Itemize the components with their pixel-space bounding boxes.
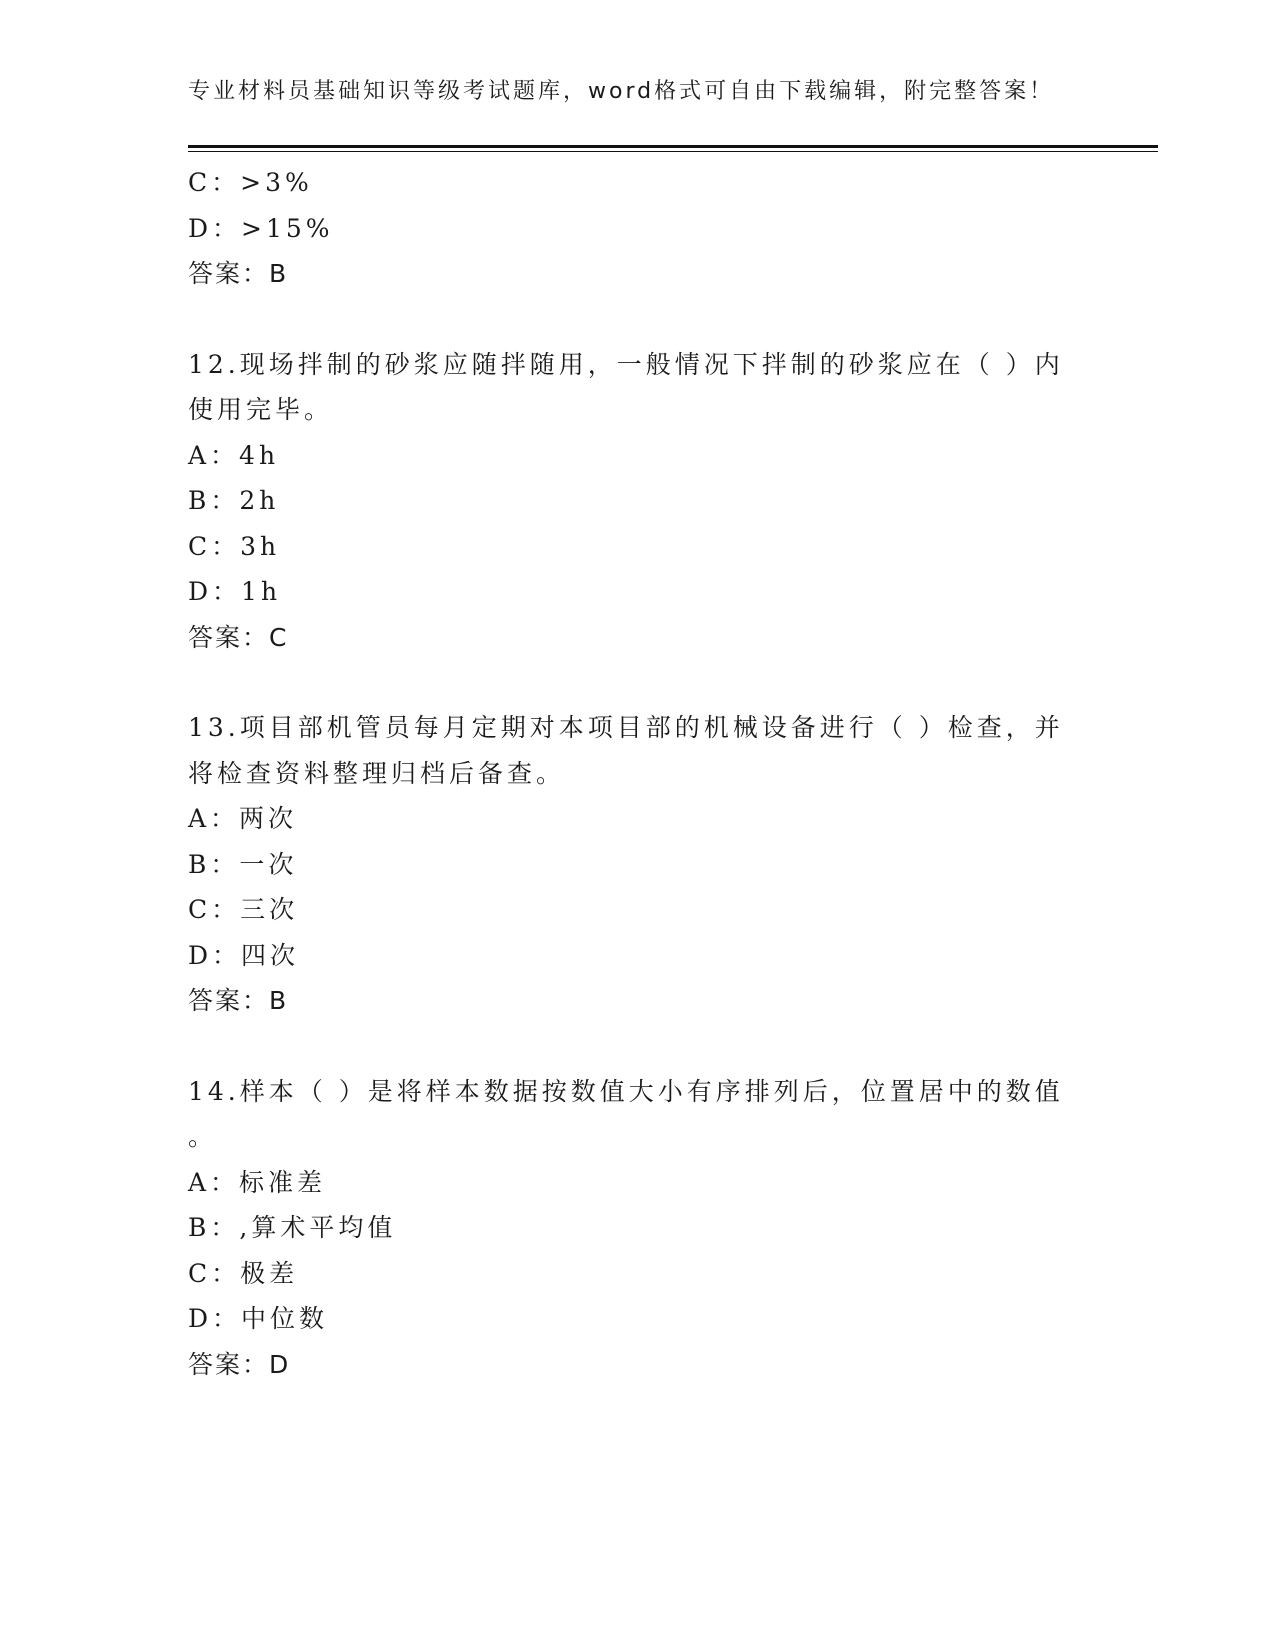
option-d: D：>15% (188, 213, 334, 243)
question-14 (188, 1069, 1068, 1388)
header-rule-thick (188, 145, 1158, 148)
option-c: C：极差 (188, 1258, 299, 1288)
question-stem-line: 使用完毕。 (188, 395, 334, 424)
answer-line: 答案：D (188, 1349, 291, 1379)
option-c: C：3h (188, 531, 281, 561)
answer-line: 答案：B (188, 259, 289, 288)
question-stem-line: 12.现场拌制的砂浆应随拌随用，一般情况下拌制的砂浆应在（ ）内 (188, 349, 1064, 379)
option-d: D：中位数 (188, 1304, 329, 1333)
page-header: 专业材料员基础知识等级考试题库，word格式可自由下载编辑，附完整答案！ (188, 79, 1055, 104)
question-stem-line: 。 (188, 1122, 218, 1151)
option-a: A：标准差 (188, 1167, 327, 1197)
question-stem-line: 14.样本（ ）是将样本数据按数值大小有序排列后，位置居中的数值 (188, 1076, 1064, 1106)
option-a: A：4h (188, 440, 280, 470)
option-d: D：四次 (188, 940, 300, 970)
option-c: C：三次 (188, 895, 299, 924)
question-12 (188, 342, 1068, 661)
option-c: C：>3% (188, 168, 313, 197)
question-content (188, 160, 1068, 1387)
spacer (188, 297, 1068, 342)
option-d: D：1h (188, 577, 282, 606)
question-stem-line: 13.项目部机管员每月定期对本项目部的机械设备进行（ ）检查，并 (188, 713, 1064, 742)
header-rule-thin (188, 151, 1158, 152)
option-b: B：2h (188, 486, 280, 515)
option-b: B：,算术平均值 (188, 1213, 397, 1242)
question-13 (188, 705, 1068, 1024)
question-stem-line: 将检查资料整理归档后备查。 (188, 758, 566, 788)
spacer (188, 1024, 1068, 1069)
answer-line: 答案：B (188, 986, 289, 1015)
question-fragment-11 (188, 160, 1068, 297)
spacer (188, 660, 1068, 705)
answer-line: 答案：C (188, 622, 289, 652)
option-b: B：一次 (188, 849, 298, 879)
option-a: A：两次 (188, 804, 298, 833)
